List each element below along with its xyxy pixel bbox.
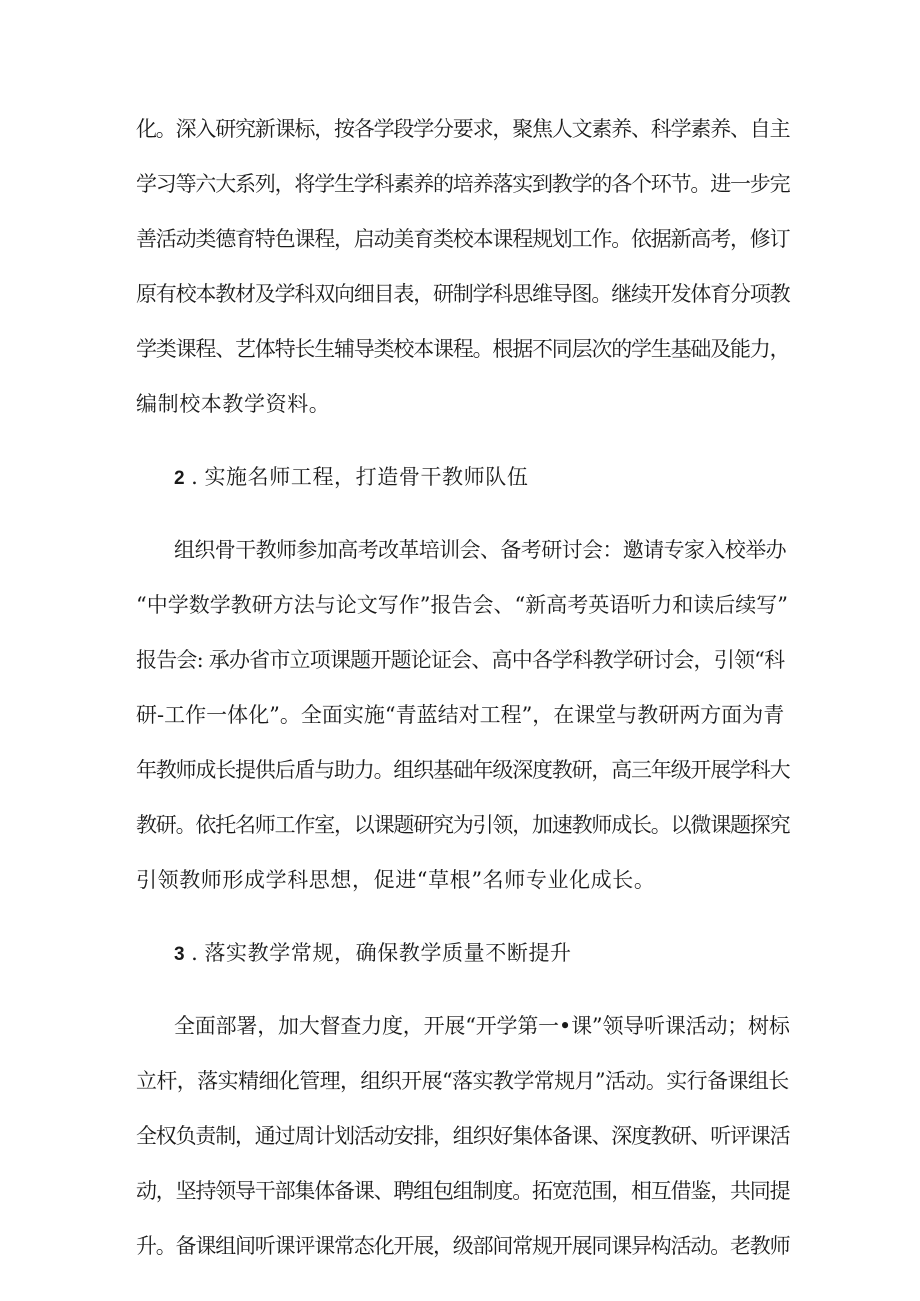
text-line: 研-工作一体化”。全面实施“青蓝结对工程”，在课堂与教研两方面为青	[136, 703, 785, 727]
text-line: 全面部署，加大督查力度，开展“开学第一•课”领导听课活动；树标	[174, 1014, 790, 1038]
text-line: 化。深入研究新课标，按各学段学分要求，聚焦人文素养、科学素养、自主	[136, 117, 790, 141]
text-line: 年教师成长提供后盾与助力。组织基础年级深度教研，高三年级开展学科大	[136, 758, 790, 782]
text-line: 教研。依托名师工作室，以课题研究为引领，加速教师成长。以微课题探究	[136, 813, 790, 837]
text-line: 动，坚持领导干部集体备课、聘组包组制度。拓宽范围，相互借鉴，共同提	[136, 1179, 790, 1203]
section-title: 实施名师工程，打造骨干教师队伍	[204, 465, 529, 489]
text-line: 全权负责制，通过周计划活动安排，组织好集体备课、深度教研、听评课活	[136, 1124, 790, 1148]
text-line: 学习等六大系列，将学生学科素养的培养落实到教学的各个环节。进一步完	[136, 172, 790, 196]
section-number: 3	[174, 944, 186, 965]
text-line: 升。备课组间听课评课常态化开展，级部间常规开展同课异构活动。老教师	[136, 1234, 790, 1258]
section-heading-3	[0, 938, 920, 970]
text-line: 引领教师形成学科思想，促进“草根”名师专业化成长。	[136, 868, 656, 892]
section-separator: .	[191, 465, 199, 489]
text-line: 编制校本教学资料。	[136, 392, 331, 416]
section-number: 2	[174, 468, 186, 489]
text-line: 善活动类德育特色课程，启动美育类校本课程规划工作。依据新高考，修订	[136, 227, 790, 251]
text-line: 报告会: 承办省市立项课题开题论证会、高中各学科教学研讨会，引领“科	[136, 648, 785, 672]
section-separator: .	[191, 941, 199, 965]
text-line: 学类课程、艺体特长生辅导类校本课程。根据不同层次的学生基础及能力，	[136, 337, 790, 361]
text-line: 立杆，落实精细化管理，组织开展“落实教学常规月”活动。实行备课组长	[136, 1069, 789, 1093]
text-line: “中学数学教研方法与论文写作”报告会、“新高考英语听力和读后续写”	[136, 593, 788, 617]
section-title: 落实教学常规，确保教学质量不断提升	[204, 941, 572, 965]
section-heading-2	[0, 462, 920, 494]
text-line: 组织骨干教师参加高考改革培训会、备考研讨会：邀请专家入校举办	[174, 538, 786, 562]
text-line: 原有校本教材及学科双向细目表，研制学科思维导图。继续开发体育分项教	[136, 282, 790, 306]
